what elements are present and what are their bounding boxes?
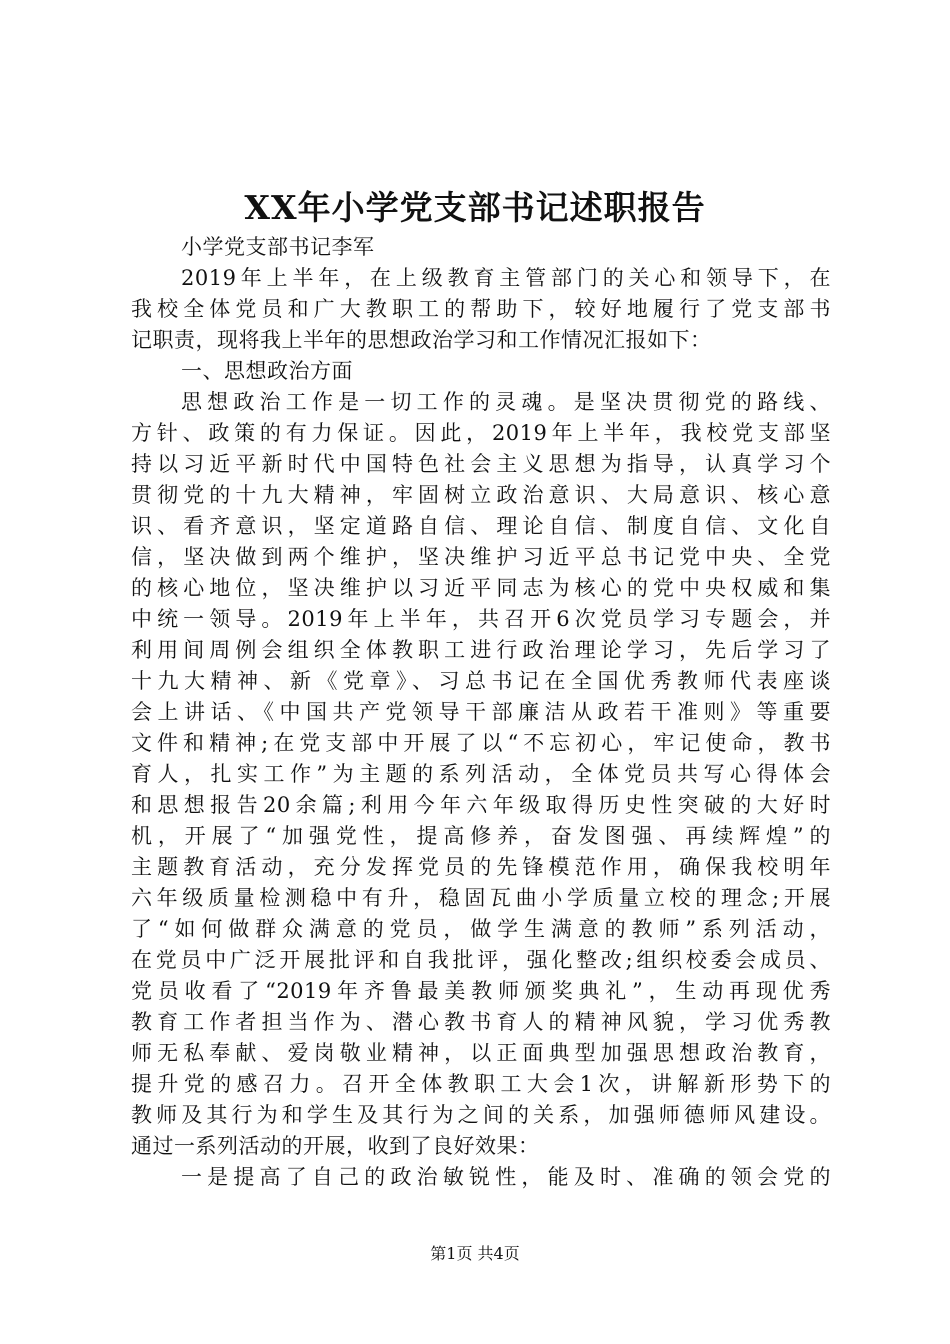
paragraph-line: 我校全体党员和广大教职工的帮助下，较好地履行了党支部书 <box>131 297 831 321</box>
paragraph-line: 教师及其行为和学生及其行为之间的关系，加强师德师风建设。 <box>131 1103 831 1127</box>
paragraph-line: 在党员中广泛开展批评和自我批评，强化整改;组织校委会成员、 <box>131 948 831 972</box>
paragraph-line: 小学党支部书记李军 <box>181 235 375 259</box>
paragraph-line: 贯彻党的十九大精神，牢固树立政治意识、大局意识、核心意 <box>131 483 831 507</box>
paragraph-line: 一、思想政治方面 <box>181 359 353 383</box>
paragraph-line: 的核心地位，坚决维护以习近平同志为核心的党中央权威和集 <box>131 576 831 600</box>
paragraph-line: 会上讲话、《中国共产党领导干部廉洁从政若干准则》等重要 <box>131 700 831 724</box>
paragraph-line: 利用间周例会组织全体教职工进行政治理论学习，先后学习了 <box>131 638 831 662</box>
paragraph-line: 文件和精神;在党支部中开展了以“不忘初心，牢记使命，教书 <box>131 731 831 755</box>
paragraph-line: 思想政治工作是一切工作的灵魂。是坚决贯彻党的路线、 <box>181 390 831 414</box>
paragraph-line: 机，开展了“加强党性，提高修养，奋发图强、再续辉煌”的 <box>131 824 831 848</box>
paragraph-line: 主题教育活动，充分发挥党员的先锋模范作用，确保我校明年 <box>131 855 831 879</box>
paragraph-line: 方针、政策的有力保证。因此，2019年上半年，我校党支部坚 <box>131 421 831 445</box>
paragraph-line: 党员收看了“2019年齐鲁最美教师颁奖典礼”，生动再现优秀 <box>131 979 831 1003</box>
paragraph-line: 记职责，现将我上半年的思想政治学习和工作情况汇报如下： <box>131 328 712 352</box>
paragraph-line: 信，坚决做到两个维护，坚决维护习近平总书记党中央、全党 <box>131 545 831 569</box>
paragraph-line: 和思想报告20余篇;利用今年六年级取得历史性突破的大好时 <box>131 793 831 817</box>
paragraph-line: 师无私奉献、爱岗敬业精神，以正面典型加强思想政治教育， <box>131 1041 831 1065</box>
paragraph-line: 持以习近平新时代中国特色社会主义思想为指导，认真学习个 <box>131 452 831 476</box>
paragraph-line: 提升党的感召力。召开全体教职工大会1次，讲解新形势下的 <box>131 1072 831 1096</box>
paragraph-line: 2019年上半年，在上级教育主管部门的关心和领导下，在 <box>181 266 831 290</box>
document-body <box>131 232 831 1193</box>
paragraph-line: 育人，扎实工作”为主题的系列活动，全体党员共写心得体会 <box>131 762 831 786</box>
page-footer: 第1页 共4页 <box>430 1244 520 1263</box>
paragraph-line: 六年级质量检测稳中有升，稳固瓦曲小学质量立校的理念;开展 <box>131 886 831 910</box>
paragraph-line: 中统一领导。2019年上半年，共召开6次党员学习专题会，并 <box>131 607 831 631</box>
document-title: XX年小学党支部书记述职报告 <box>244 188 706 227</box>
paragraph-line: 一是提高了自己的政治敏锐性，能及时、准确的领会党的 <box>181 1165 831 1189</box>
paragraph-line: 了“如何做群众满意的党员，做学生满意的教师”系列活动， <box>131 917 831 941</box>
paragraph-line: 教育工作者担当作为、潜心教书育人的精神风貌，学习优秀教 <box>131 1010 831 1034</box>
paragraph-line: 十九大精神、新《党章》、习总书记在全国优秀教师代表座谈 <box>131 669 831 693</box>
paragraph-line: 识、看齐意识，坚定道路自信、理论自信、制度自信、文化自 <box>131 514 831 538</box>
paragraph-line: 通过一系列活动的开展，收到了良好效果： <box>131 1134 540 1158</box>
